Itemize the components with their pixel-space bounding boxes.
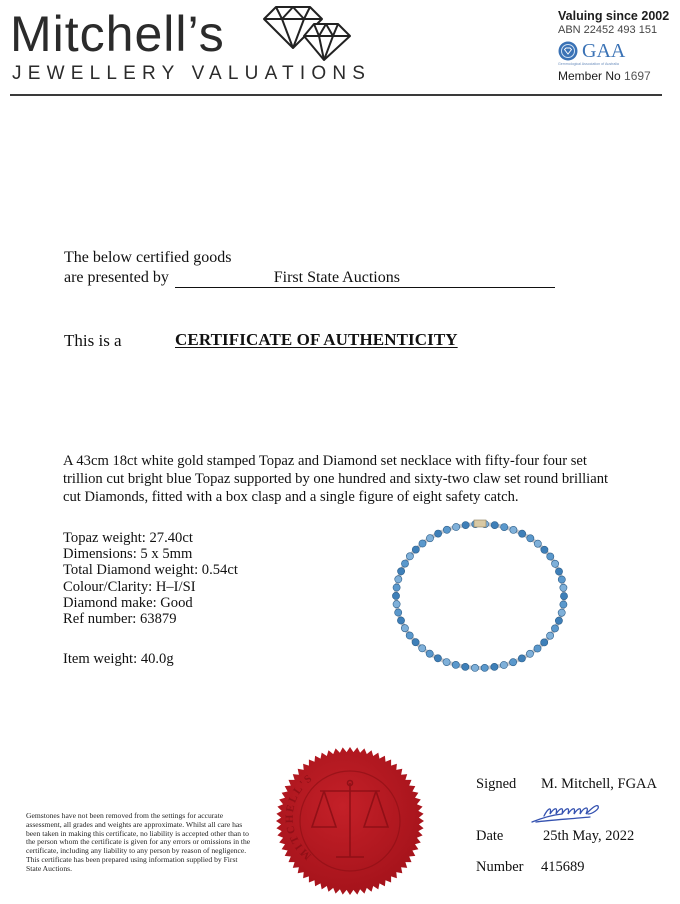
- topaz-stone: [481, 664, 488, 671]
- topaz-stone: [560, 593, 567, 600]
- topaz-stone: [534, 540, 541, 547]
- presented-by-label: are presented by: [64, 269, 169, 286]
- topaz-stone: [393, 584, 400, 591]
- valuing-since: Valuing since 2002: [558, 9, 670, 23]
- number-value: 415689: [541, 859, 585, 875]
- spec-topaz-weight: Topaz weight: 27.40ct: [63, 530, 193, 546]
- topaz-stone: [555, 568, 562, 575]
- certificate-prefix: This is a: [64, 331, 122, 350]
- topaz-stone: [518, 655, 525, 662]
- topaz-stone: [560, 601, 567, 608]
- topaz-stone: [452, 661, 459, 668]
- topaz-stone: [443, 526, 450, 533]
- gaa-wordmark: GAA: [582, 40, 626, 62]
- topaz-stone: [558, 609, 565, 616]
- brand-subtitle: JEWELLERY VALUATIONS: [12, 63, 372, 84]
- box-clasp: [474, 520, 486, 527]
- item-weight: Item weight: 40.0g: [63, 651, 174, 667]
- topaz-stone: [547, 553, 554, 560]
- presentation-line-1: The below certified goods: [64, 249, 232, 266]
- topaz-stone: [412, 639, 419, 646]
- topaz-stone: [426, 650, 433, 657]
- gaa-association-name: Gemmological Association of Australia: [558, 62, 619, 66]
- handwritten-signature: [530, 802, 610, 824]
- topaz-stone: [406, 553, 413, 560]
- topaz-stone: [526, 650, 533, 657]
- gaa-logo: [558, 40, 673, 62]
- topaz-stone: [510, 659, 517, 666]
- topaz-stone: [491, 522, 498, 529]
- topaz-stone: [491, 663, 498, 670]
- topaz-stone: [519, 530, 526, 537]
- topaz-stone: [395, 576, 402, 583]
- header-divider: [10, 94, 662, 96]
- abn-number: ABN 22452 493 151: [558, 24, 658, 36]
- topaz-stone: [412, 546, 419, 553]
- topaz-stone: [510, 526, 517, 533]
- signed-value: M. Mitchell, FGAA: [541, 776, 657, 792]
- topaz-stone: [397, 617, 404, 624]
- spec-diamond-make: Diamond make: Good: [63, 594, 193, 611]
- signed-label: Signed: [476, 776, 517, 792]
- topaz-stone: [500, 661, 507, 668]
- topaz-stone: [406, 632, 413, 639]
- topaz-stone: [547, 632, 554, 639]
- certificate-title: CERTIFICATE OF AUTHENTICITY: [175, 330, 458, 349]
- specs-list: [63, 530, 238, 627]
- topaz-stone: [551, 625, 558, 632]
- topaz-stone: [462, 522, 469, 529]
- seal-text: MITCHELL'S: [283, 771, 316, 862]
- topaz-stone: [501, 524, 508, 531]
- diamond-icon: [262, 2, 352, 62]
- disclaimer-text: Gemstones have not been removed from the settings for accurate assessment, all grades and weights are approximate. Whilst all care has been taken in making this certificate, no liability is accepted other than to the person whom the certificate is given for any errors or omissions in the certificate, including any liability to any person by reason of negligence. This certificate has been prepared using information supplied by First State Auctions.: [26, 811, 251, 873]
- embossed-seal: [272, 745, 428, 897]
- necklace-photo: [388, 516, 573, 676]
- topaz-stone: [527, 535, 534, 542]
- presenter-field: [175, 269, 555, 288]
- member-label: Member No: [558, 69, 621, 83]
- topaz-stone: [560, 584, 567, 591]
- topaz-stone: [534, 645, 541, 652]
- spec-diamond-weight: Total Diamond weight: 0.54ct: [63, 562, 238, 579]
- topaz-stone: [435, 530, 442, 537]
- presentation-block: [64, 248, 555, 288]
- date-label: Date: [476, 828, 504, 844]
- topaz-stone: [393, 601, 400, 608]
- spec-dimensions: Dimensions: 5 x 5mm: [63, 546, 193, 563]
- topaz-stone: [453, 523, 460, 530]
- spec-colour-clarity: Colour/Clarity: H–I/SI: [63, 578, 196, 595]
- topaz-stone: [419, 540, 426, 547]
- member-number: [558, 69, 673, 84]
- topaz-stone: [401, 625, 408, 632]
- spec-ref-number: Ref number: 63879: [63, 611, 177, 628]
- topaz-stone: [395, 609, 402, 616]
- gaa-emblem-icon: [558, 41, 578, 61]
- brand-name: Mitchell’s: [10, 6, 225, 62]
- topaz-stone: [462, 663, 469, 670]
- topaz-stone: [555, 617, 562, 624]
- topaz-stone: [541, 639, 548, 646]
- date-value: 25th May, 2022: [543, 828, 635, 844]
- topaz-stone: [398, 568, 405, 575]
- topaz-stone: [419, 645, 426, 652]
- topaz-stone: [471, 664, 478, 671]
- header-credentials: [558, 9, 673, 84]
- topaz-stone: [392, 592, 399, 599]
- topaz-stone: [558, 576, 565, 583]
- member-value: 1697: [624, 69, 651, 83]
- item-description: A 43cm 18ct white gold stamped Topaz and Diamond set necklace with fifty-four four set trillion cut bright blue Topaz supported by one hundred and sixty-two claw set round brilliant cut Diamonds, fitted with a box clasp and a single figure of eight safety catch.: [63, 453, 609, 505]
- topaz-stone: [401, 560, 408, 567]
- topaz-stone: [434, 655, 441, 662]
- presenter-name: First State Auctions: [273, 269, 400, 286]
- topaz-stone: [541, 546, 548, 553]
- topaz-stone: [552, 560, 559, 567]
- topaz-stone: [443, 659, 450, 666]
- number-label: Number: [476, 859, 524, 875]
- topaz-stone: [426, 535, 433, 542]
